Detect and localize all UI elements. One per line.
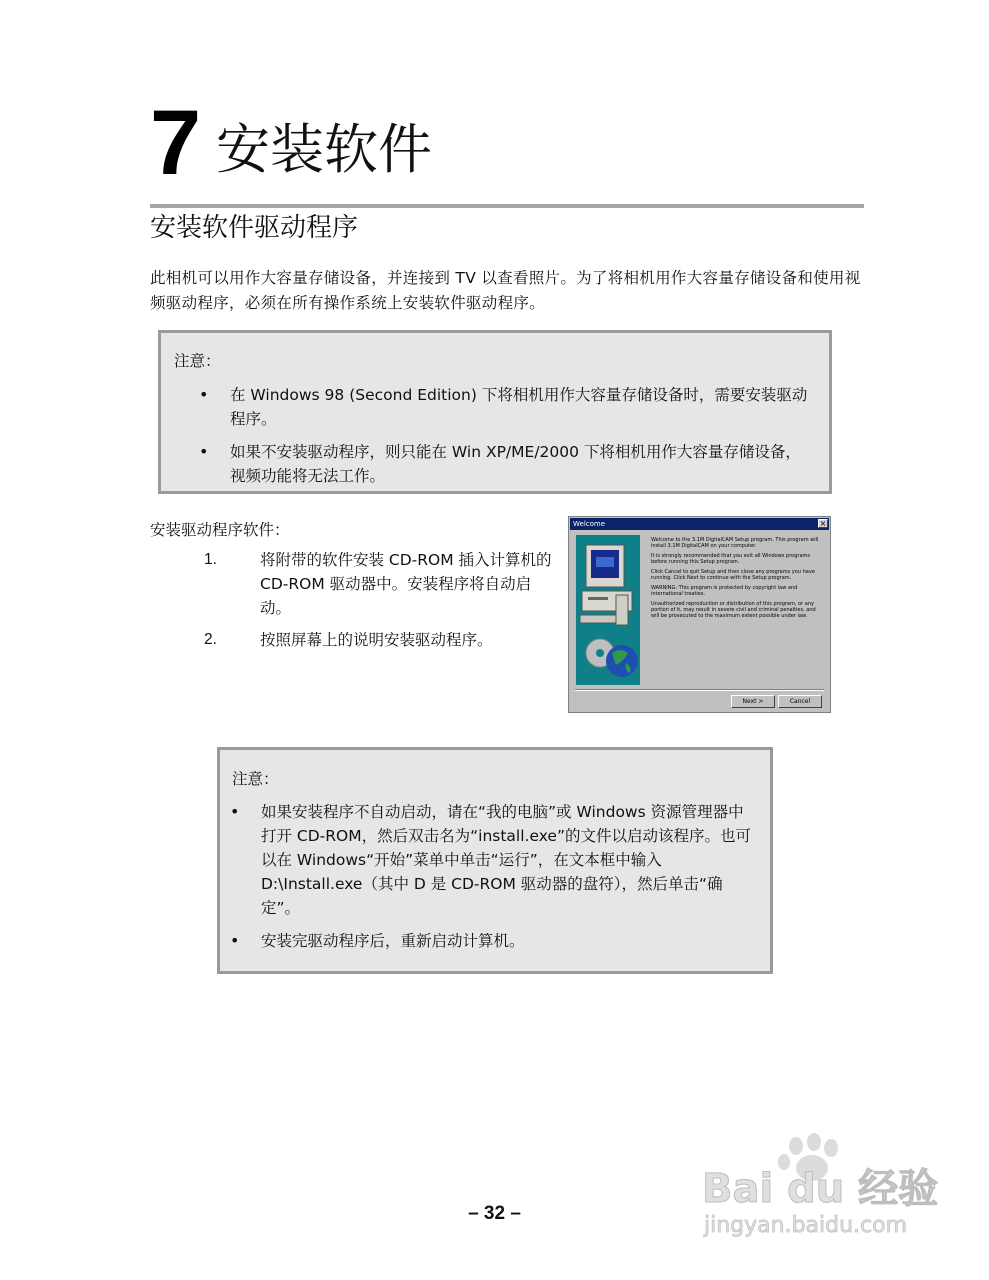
dialog-title: Welcome [573, 520, 606, 528]
chapter-title: 安装软件 [216, 118, 432, 181]
section-title: 安装软件驱动程序 [150, 213, 359, 243]
close-icon: × [819, 519, 827, 528]
watermark-url: jingyan.baidu.com [704, 1213, 908, 1238]
setup-computer-illustration [576, 535, 640, 685]
note-title: 注意： [232, 770, 279, 788]
watermark-brand: Bai du 经验 [702, 1166, 939, 1212]
dialog-paragraph: Click Cancel to quit Setup and then close any programs you have running. Click Next to continue with the Setup program. [651, 569, 815, 581]
step-number: 1. [204, 551, 217, 568]
dialog-separator [575, 689, 824, 691]
dialog-body [651, 537, 821, 623]
intro-paragraph: 此相机可以用作大容量存储设备，并连接到 TV 以查看照片。为了将相机用作大容量存储设备和使用视频驱动程序，必须在所有操作系统上安装软件驱动程序。 [150, 269, 861, 312]
step-text: 将附带的软件安装 CD-ROM 插入计算机的 CD-ROM 驱动器中。安装程序将自动启动。 [260, 551, 552, 617]
page-number: – 32 – [468, 1203, 521, 1224]
note-bullets [230, 800, 754, 962]
next-button: Next > [731, 695, 775, 708]
note-item: • 在 Windows 98 (Second Edition) 下将相机用作大容量存储设备时，需要安装驱动程序。 [199, 383, 811, 431]
baidu-jingyan-watermark [700, 1132, 940, 1242]
dialog-paragraph: Welcome to the 3.1M DigitalCAM Setup program. This program will install 3.1M DigitalCAM on your computer. [651, 537, 819, 549]
chapter-number: 7 [150, 92, 202, 194]
cancel-button: Cancel [778, 695, 822, 708]
note-box-1 [158, 330, 832, 494]
note-title: 注意： [174, 352, 221, 370]
note-item: • 如果不安装驱动程序，则只能在 Win XP/ME/2000 下将相机用作大容量存储设备，视频功能将无法工作。 [199, 440, 811, 488]
note-bullets [199, 383, 811, 497]
note-item: • 如果安装程序不自动启动，请在“我的电脑”或 Windows 资源管理器中打开 CD-ROM，然后双击名为“install.exe”的文件以启动该程序。也可以在 Windows“开始”菜单中单击“运行”，在文本框中输入 D:\Install.exe（其中 D 是 CD-ROM 驱动器的盘符），然后单击“确定”。 [230, 800, 754, 920]
note-item: • 安装完驱动程序后，重新启动计算机。 [230, 929, 754, 953]
step-item [204, 628, 554, 652]
steps-intro: 安装驱动程序软件： [150, 521, 290, 539]
dialog-paragraph: It is strongly recommended that you exit all Windows programs before running this Setup program. [651, 553, 810, 565]
step-item [204, 548, 554, 620]
step-number: 2. [204, 631, 217, 648]
note-box-2 [217, 747, 773, 974]
dialog-paragraph: WARNING: This program is protected by copyright law and international treaties. [651, 585, 798, 597]
step-text: 按照屏幕上的说明安装驱动程序。 [260, 631, 493, 649]
dialog-paragraph: Unauthorized reproduction or distribution of this program, or any portion of it, may result in severe civil and criminal penalties, and will be prosecuted to the maximum extent possible under law. [651, 601, 816, 619]
dialog-titlebar [570, 518, 829, 530]
steps-list [204, 548, 554, 660]
installer-dialog-screenshot [568, 516, 831, 713]
